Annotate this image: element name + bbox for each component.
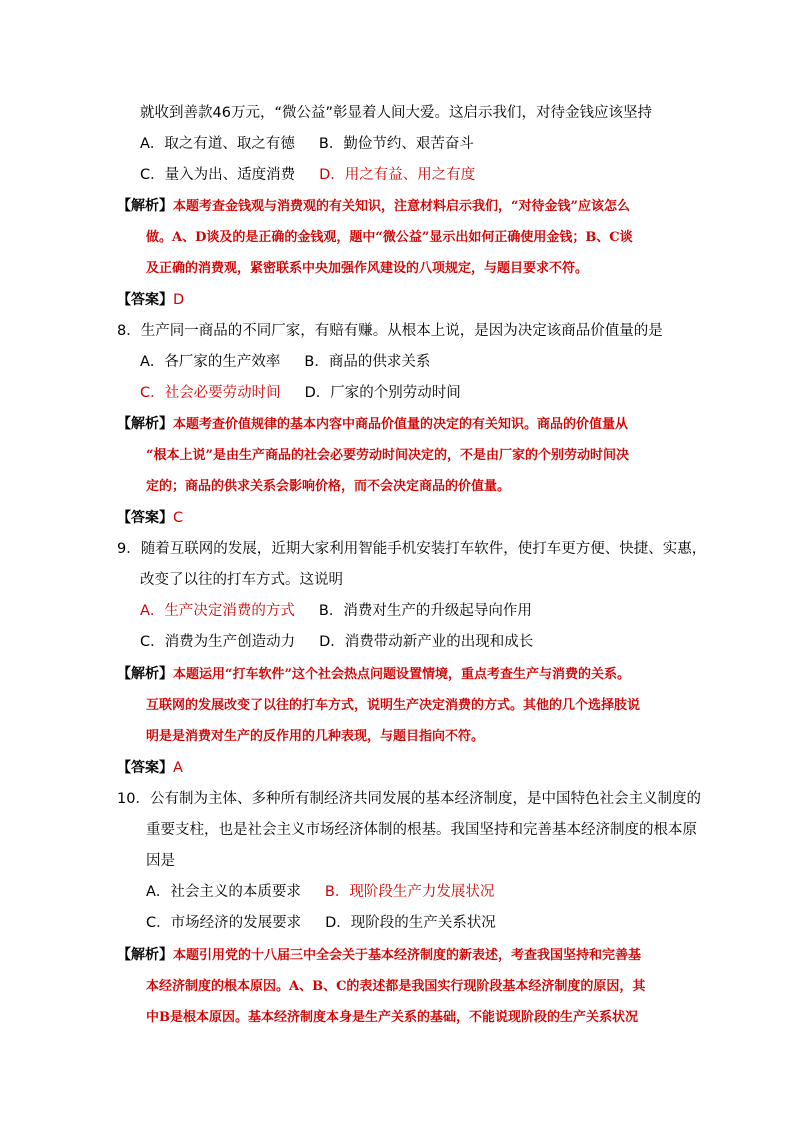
analysis-text: 明是是消费对生产的反作用的几种表现，与题目指向不符。 [146, 729, 485, 744]
analysis-tag: 【解析】 [117, 198, 173, 214]
question-9-stem: 9．随着互联网的发展，近期大家利用智能手机安装打车软件，使打车更方便、快捷、实惠， [117, 541, 707, 557]
analysis-tag: 【解析】 [117, 947, 173, 963]
option-row [140, 352, 430, 372]
answer-tag: 【答案】 [117, 510, 173, 526]
analysis-text: 本题运用“打车软件”这个社会热点问题设置情境，重点考查生产与消费的关系。 [173, 667, 630, 682]
option-d-correct[interactable]: D．用之有益、用之有度 [319, 167, 476, 183]
analysis-line [117, 196, 630, 217]
option-d[interactable]: D．消费带动新产业的出现和成长 [319, 634, 534, 650]
option-row [140, 601, 532, 621]
analysis-text: 及正确的消费观，紧密联系中央加强作风建设的八项规定，与题目要求不符。 [146, 261, 589, 276]
analysis-text: 定的；商品的供求关系会影响价格，而不会决定商品的价值量。 [146, 479, 511, 494]
option-a[interactable]: A．社会主义的本质要求 [146, 884, 301, 900]
answer-line [117, 508, 183, 528]
option-c-correct[interactable]: C．社会必要劳动时间 [140, 385, 281, 401]
analysis-text: 互联网的发展改变了以往的打车方式，说明生产决定消费的方式。其他的几个选择肢说 [146, 698, 641, 713]
option-b[interactable]: B．商品的供求关系 [304, 354, 431, 370]
question-10-stem-cont: 因是 [146, 853, 175, 869]
option-c[interactable]: C．消费为生产创造动力 [140, 634, 296, 650]
option-row [140, 134, 474, 154]
answer-tag: 【答案】 [117, 292, 173, 308]
question-8-stem: 8．生产同一商品的不同厂家，有赔有赚。从根本上说，是因为决定该商品价值量的是 [117, 323, 663, 339]
option-a-correct[interactable]: A．生产决定消费的方式 [140, 603, 295, 619]
option-row [146, 913, 496, 933]
answer-value: D [173, 292, 185, 308]
answer-line [117, 290, 184, 310]
analysis-line [117, 664, 630, 685]
analysis-text: “根本上说”是由生产商品的社会必要劳动时间决定的，不是由厂家的个别劳动时间决 [146, 448, 629, 463]
analysis-tag: 【解析】 [117, 416, 173, 432]
question-stem-tail: 就收到善款46万元，“微公益”彰显着人间大爱。这启示我们，对待金钱应该坚持 [140, 105, 652, 121]
option-row [146, 882, 494, 902]
option-b[interactable]: B．消费对生产的升级起导向作用 [318, 603, 532, 619]
analysis-tag: 【解析】 [117, 666, 173, 682]
answer-value: A [173, 760, 183, 776]
answer-line [117, 758, 183, 778]
option-c[interactable]: C．市场经济的发展要求 [146, 915, 302, 931]
analysis-line [117, 414, 628, 435]
option-b-correct[interactable]: B．现阶段生产力发展状况 [324, 884, 495, 900]
option-a[interactable]: A．取之有道、取之有德 [140, 136, 295, 152]
analysis-text: 中B是根本原因。基本经济制度本身是生产关系的基础，不能说现阶段的生产关系状况 [146, 1010, 638, 1025]
analysis-text: 本题考查价值规律的基本内容中商品价值量的决定的有关知识。商品的价值量从 [173, 417, 629, 432]
option-row [140, 632, 533, 652]
analysis-text: 本题考查金钱观与消费观的有关知识，注意材料启示我们，“对待金钱”应该怎么 [173, 199, 630, 214]
option-d[interactable]: D．厂家的个别劳动时间 [304, 385, 461, 401]
question-9-stem-cont: 改变了以往的打车方式。这说明 [140, 572, 343, 588]
answer-value: C [173, 510, 184, 526]
option-row [140, 165, 475, 185]
question-10-stem: 10．公有制为主体、多种所有制经济共同发展的基本经济制度，是中国特色社会主义制度的 [117, 791, 701, 807]
option-a[interactable]: A．各厂家的生产效率 [140, 354, 281, 370]
option-row [140, 383, 461, 403]
option-c[interactable]: C．量入为出、适度消费 [140, 167, 296, 183]
question-10-stem-cont: 重要支柱，也是社会主义市场经济体制的根基。我国坚持和完善基本经济制度的根本原 [146, 822, 697, 838]
analysis-text: 本经济制度的根本原因。A、B、C的表述都是我国实行现阶段基本经济制度的原因，其 [146, 979, 646, 994]
option-b[interactable]: B．勤俭节约、艰苦奋斗 [318, 136, 474, 152]
option-d[interactable]: D．现阶段的生产关系状况 [325, 915, 496, 931]
analysis-line [117, 945, 641, 966]
analysis-text: 本题引用党的十八届三中全会关于基本经济制度的新表述，考查我国坚持和完善基 [173, 948, 642, 963]
analysis-text: 做。A、D谈及的是正确的金钱观，题中“微公益”显示出如何正确使用金钱；B、C谈 [146, 230, 633, 245]
answer-tag: 【答案】 [117, 760, 173, 776]
